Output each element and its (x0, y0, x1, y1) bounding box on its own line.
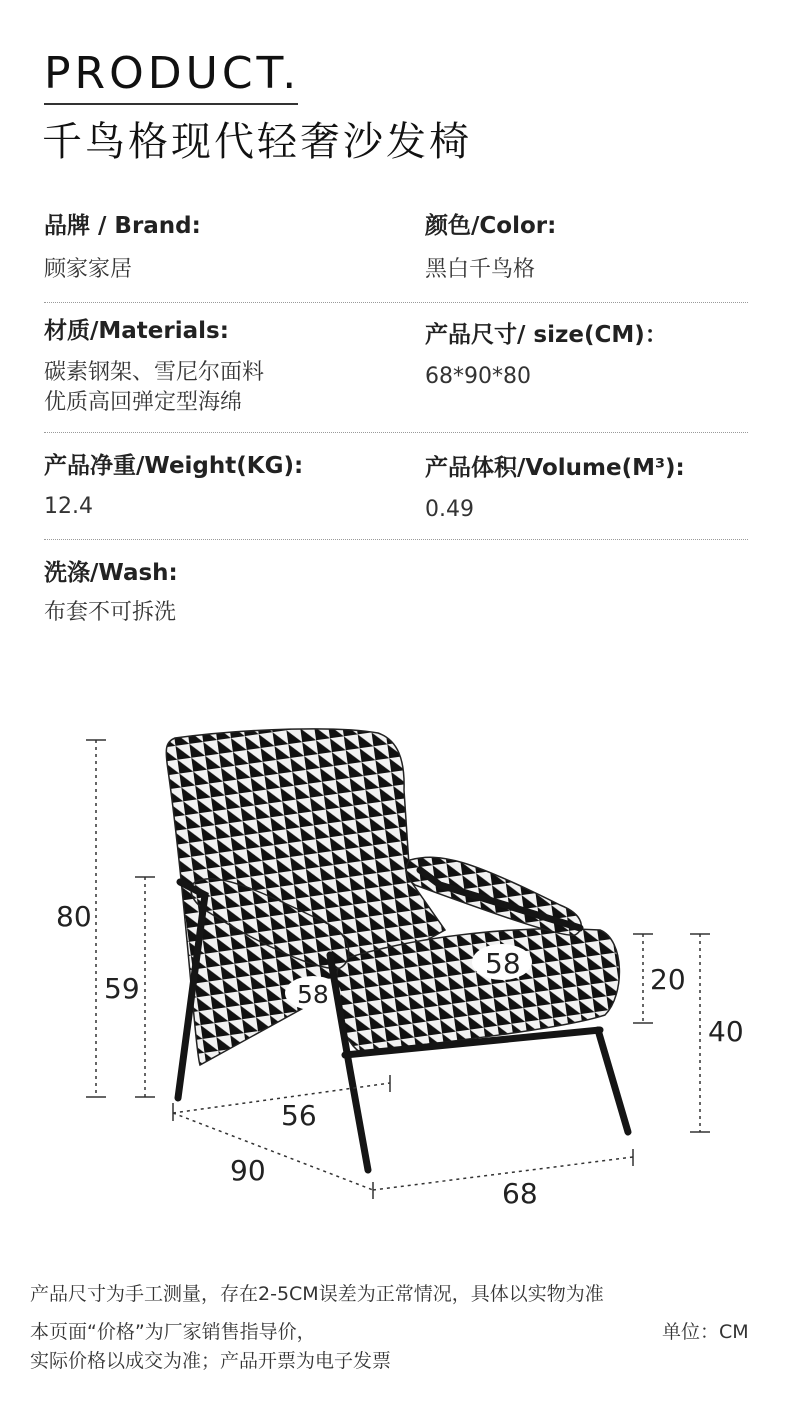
armchair-illustration (0, 680, 790, 1240)
note-unit: 单位：CM (662, 1321, 749, 1343)
spec-value-color: 黑白千鸟格 (425, 257, 536, 282)
spec-value-size: 68*90*80 (425, 364, 531, 389)
header-title-cn: 千鸟格现代轻奢沙发椅 (42, 119, 472, 165)
dim-arm-height: 59 (104, 972, 140, 1005)
spec-label-weight: 产品净重/Weight(KG): (44, 453, 304, 479)
spec-value-materials-2: 优质高回弹定型海绵 (44, 390, 243, 415)
header-underline (44, 103, 298, 105)
header-title-en: PRODUCT. (44, 48, 301, 99)
divider (44, 302, 748, 303)
spec-value-weight: 12.4 (44, 494, 93, 519)
spec-value-materials-1: 碳素钢架、雪尼尔面料 (44, 360, 265, 385)
dim-arm-depth: 58 (297, 980, 329, 1009)
dim-seat-width: 58 (485, 947, 521, 980)
spec-value-volume: 0.49 (425, 497, 474, 522)
note-measurement: 产品尺寸为手工测量，存在2-5CM误差为正常情况，具体以实物为准 (30, 1283, 604, 1305)
spec-value-wash: 布套不可拆洗 (44, 600, 177, 625)
spec-value-brand: 顾家家居 (44, 257, 133, 282)
dim-depth: 90 (230, 1154, 266, 1187)
note-price: 本页面“价格”为厂家销售指导价， (30, 1321, 316, 1343)
spec-label-volume: 产品体积/Volume(M³): (425, 455, 685, 481)
spec-label-brand: 品牌 / Brand: (44, 213, 201, 239)
divider (44, 539, 748, 540)
dim-cushion-thickness: 20 (650, 963, 686, 996)
spec-label-color: 颜色/Color: (425, 213, 557, 239)
spec-label-wash: 洗涤/Wash: (44, 560, 178, 586)
dim-seat-height: 40 (708, 1015, 744, 1048)
spec-label-materials: 材质/Materials: (44, 318, 229, 344)
dim-width: 68 (502, 1177, 538, 1210)
spec-label-size: 产品尺寸/ size(CM)： (425, 322, 668, 348)
dim-seat-depth: 56 (281, 1099, 317, 1132)
dim-overall-height: 80 (56, 900, 92, 933)
divider (44, 432, 748, 433)
note-invoice: 实际价格以成交为准；产品开票为电子发票 (30, 1350, 392, 1372)
